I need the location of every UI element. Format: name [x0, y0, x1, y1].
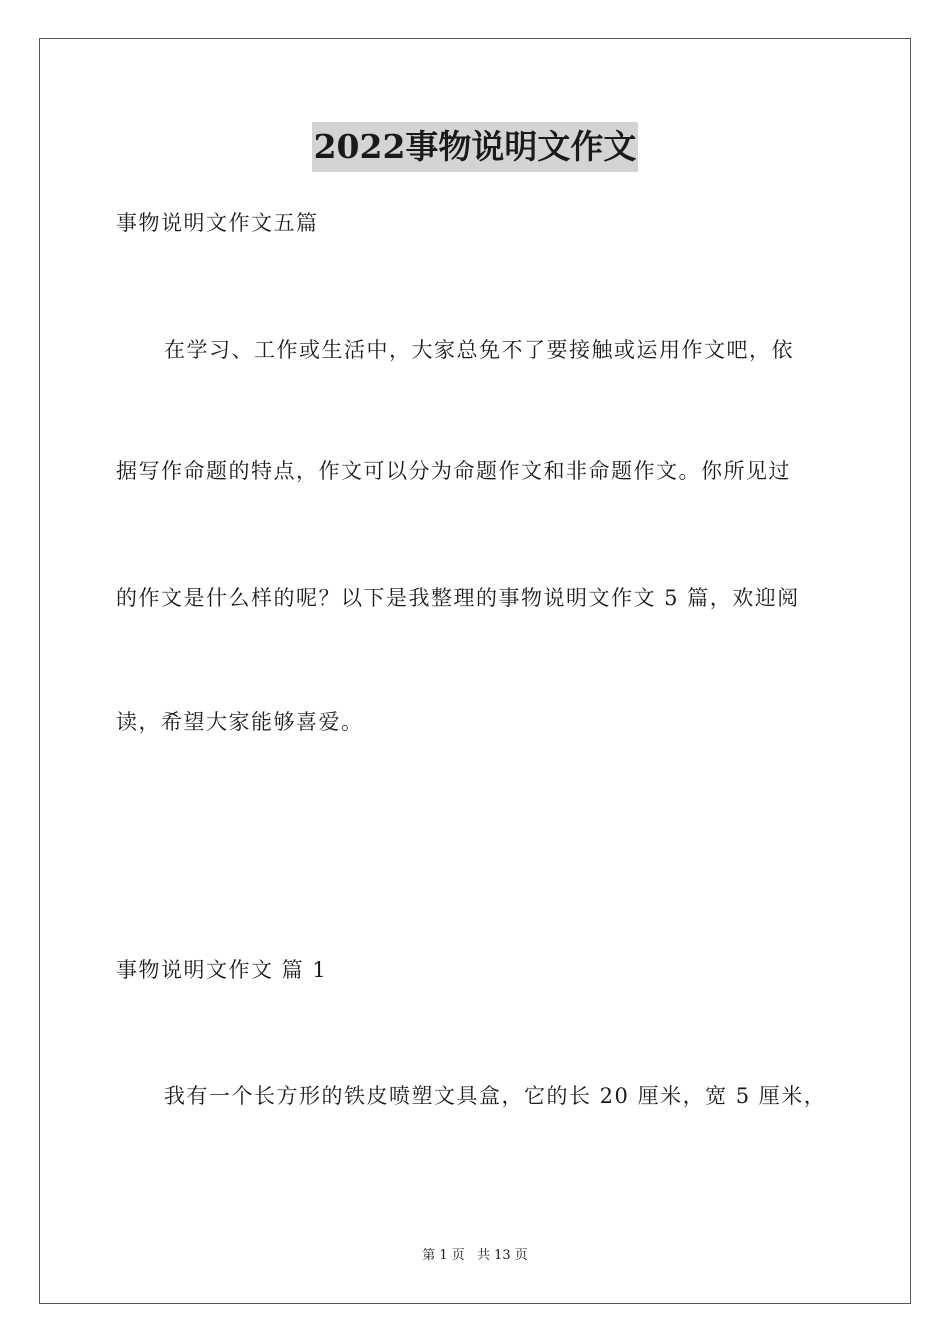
- section-heading: 事物说明文作文 篇 1: [116, 958, 328, 982]
- section-paragraph-line-1: 我有一个长方形的铁皮喷塑文具盒，它的长 20 厘米，宽 5 厘米，: [164, 1084, 827, 1108]
- paragraph-line-4: 读，希望大家能够喜爱。: [116, 710, 364, 734]
- total-pages: 共 13 页: [476, 1248, 528, 1263]
- paragraph-line-2: 据写作命题的特点，作文可以分为命题作文和非命题作文。你所见过: [116, 459, 791, 483]
- paragraph-line-1: 在学习、工作或生活中，大家总免不了要接触或运用作文吧，依: [164, 338, 794, 362]
- document-subtitle: 事物说明文作文五篇: [116, 211, 319, 235]
- paragraph-line-3: 的作文是什么样的呢？以下是我整理的事物说明文作文 5 篇，欢迎阅: [116, 586, 800, 610]
- title-container: [0, 122, 950, 172]
- page-number: 第 1 页: [422, 1248, 465, 1263]
- document-title: 2022事物说明文作文: [312, 122, 639, 172]
- page-footer: [0, 1246, 950, 1266]
